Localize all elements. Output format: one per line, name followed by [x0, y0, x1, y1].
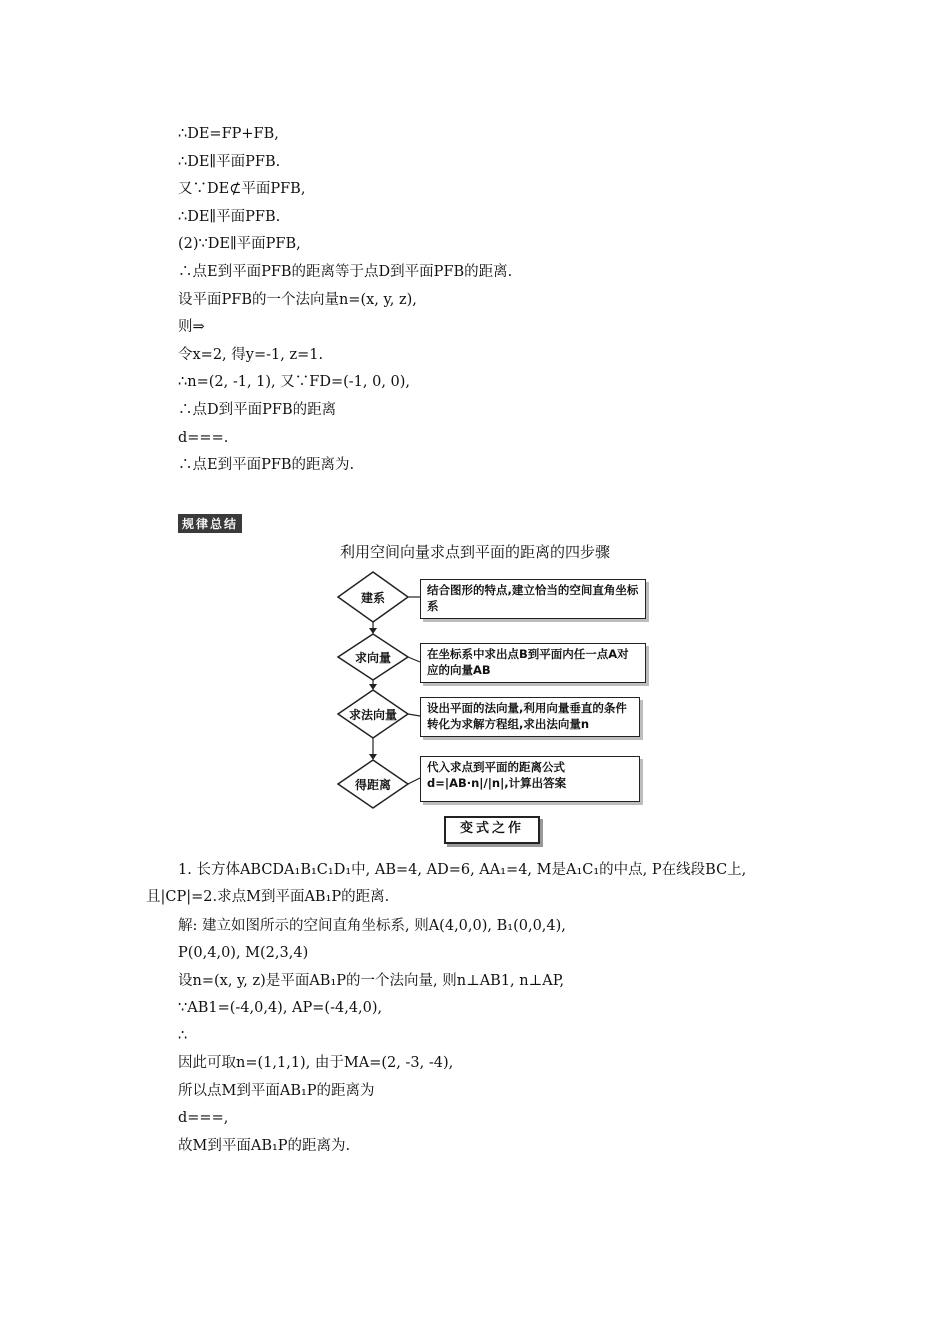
step-description: 代入求点到平面的距离公式d=|AB·n|/|n|,计算出答案: [420, 756, 640, 802]
solution-line: 解: 建立如图所示的空间直角坐标系, 则A(4,0,0), B₁(0,0,4),: [178, 918, 566, 934]
solution-line: 所以点M到平面AB₁P的距离为: [178, 1083, 375, 1099]
step-description: 结合图形的特点,建立恰当的空间直角坐标系: [420, 579, 646, 619]
proof-line: ∴n=(2, -1, 1), 又∵FD=(-1, 0, 0),: [178, 374, 411, 390]
connector-line: [408, 657, 420, 662]
proof-line: ∴点E到平面PFB的距离为.: [178, 457, 355, 473]
solution-line: ∴: [178, 1028, 188, 1044]
connector-line: [408, 778, 420, 784]
proof-line: d===.: [178, 430, 229, 446]
arrow-head: [369, 754, 377, 760]
summary-badge: 规律总结: [178, 514, 242, 533]
variant-badge: [444, 816, 540, 844]
proof-line: ∴DE∥平面PFB.: [178, 154, 281, 170]
solution-line: 设n=(x, y, z)是平面AB₁P的一个法向量, 则n⊥AB1, n⊥AP,: [178, 973, 565, 989]
proof-line: ∴DE∥平面PFB.: [178, 209, 281, 225]
arrow-head: [369, 628, 377, 634]
proof-line: ∴点D到平面PFB的距离: [178, 402, 337, 418]
step-description: 在坐标系中求出点B到平面内任一点A对应的向量AB: [420, 643, 646, 683]
proof-line: 又∵DE⊄平面PFB,: [178, 181, 306, 197]
proof-line: 设平面PFB的一个法向量n=(x, y, z),: [178, 292, 417, 308]
solution-line: P(0,4,0), M(2,3,4): [178, 945, 309, 961]
step-label: 求法向量: [348, 708, 397, 722]
exercise-statement: 1. 长方体ABCDA₁B₁C₁D₁中, AB=4, AD=6, AA₁=4, M是A₁C₁的中点, P在线段BC上,: [178, 862, 747, 878]
proof-line: ∴点E到平面PFB的距离等于点D到平面PFB的距离.: [178, 264, 513, 280]
solution-line: ∵AB1=(-4,0,4), AP=(-4,4,0),: [178, 1000, 383, 1016]
flowchart-title: 利用空间向量求点到平面的距离的四步骤: [339, 543, 610, 561]
exercise-statement-cont: 且|CP|=2.求点M到平面AB₁P的距离.: [146, 889, 390, 905]
step-label: 得距离: [354, 778, 391, 792]
connector-line: [408, 714, 420, 716]
step-description: 设出平面的法向量,利用向量垂直的条件转化为求解方程组,求出法向量n: [420, 697, 640, 737]
proof-line: (2)∵DE∥平面PFB,: [178, 236, 301, 252]
step-label: 求向量: [354, 651, 391, 665]
variant-badge-text: 变式之作: [459, 821, 524, 836]
solution-line: 因此可取n=(1,1,1), 由于MA=(2, -3, -4),: [178, 1055, 454, 1071]
arrow-head: [369, 684, 377, 690]
proof-line: 令x=2, 得y=-1, z=1.: [178, 347, 324, 363]
solution-line: d===,: [178, 1110, 229, 1126]
proof-line: ∴DE=FP+FB,: [178, 126, 279, 142]
step-label: 建系: [360, 591, 385, 605]
solution-line: 故M到平面AB₁P的距离为.: [178, 1138, 351, 1154]
proof-line: 则⇒: [178, 319, 205, 335]
